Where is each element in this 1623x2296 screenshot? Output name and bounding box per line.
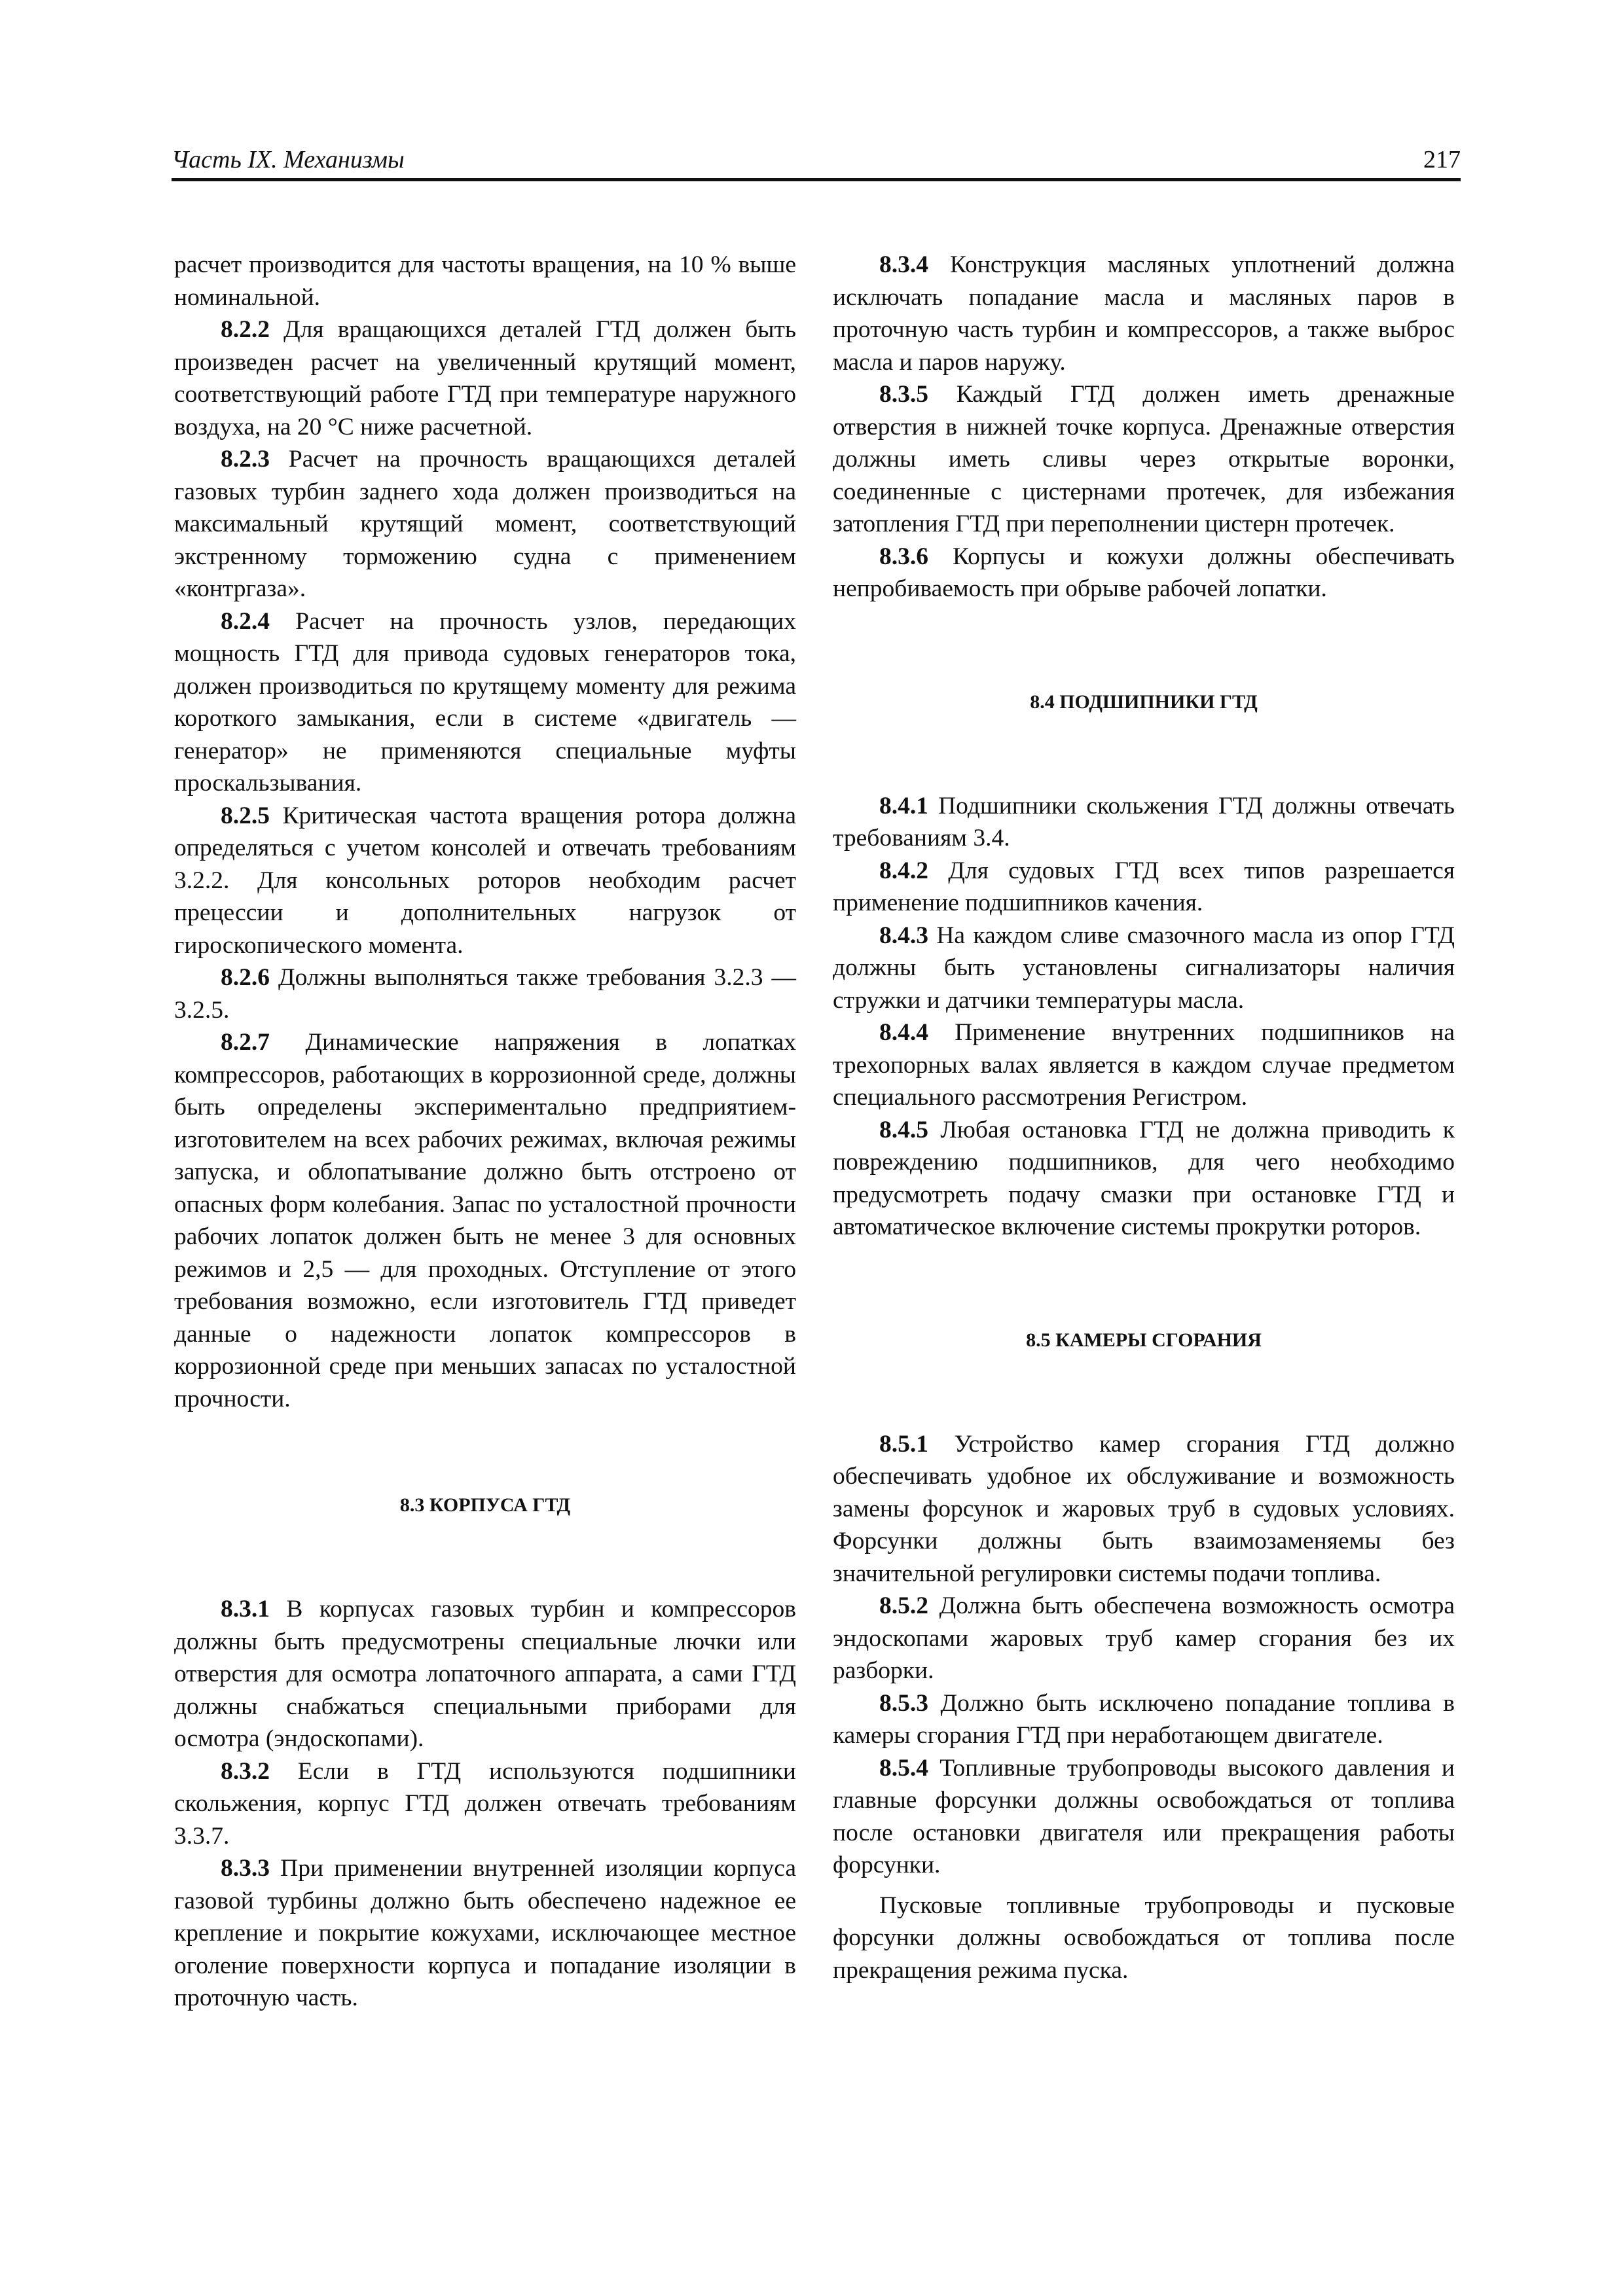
paragraph-8-2-2 [174,314,796,443]
clause-text: В корпусах газовых турбин и компрессоров должны быть предусмотрены специальные лючки или отверстия для осмотра лопаточного аппарата, а сами ГТД должны снабжаться специальными приборами для осмотра (эндоскопами). [174,1596,796,1752]
left-column [174,249,796,2015]
clause-number: 8.2.3 [221,446,270,473]
paragraph-continued: расчет производится для частоты вращения, на 10 % выше номинальной. [174,251,796,311]
clause-text: Для судовых ГТД всех типов разрешается применение подшипников качения. [833,857,1455,916]
clause-number: 8.2.6 [221,964,270,991]
paragraph-8-5-4 [833,1752,1455,1882]
clause-number: 8.2.7 [221,1029,270,1056]
clause-text: Должна быть обеспечена возможность осмотра эндоскопами жаровых труб камер сгорания без их разборки. [833,1592,1455,1684]
clause-number: 8.5.4 [879,1754,928,1782]
clause-number: 8.5.1 [879,1430,928,1458]
clause-text: Подшипники скольжения ГТД должны отвечать требованиям 3.4. [833,792,1455,852]
paragraph-8-5-2 [833,1590,1455,1687]
section-heading-8-3: 8.3 КОРПУСА ГТД [399,1494,571,1516]
clause-number: 8.3.1 [221,1596,270,1623]
header-rule [172,178,1461,181]
paragraph-8-5-3 [833,1687,1455,1752]
clause-text: Для вращающихся деталей ГТД должен быть произведен расчет на увеличенный крутящий момент, соответствующий работе ГТД при температуре наружного воздуха, на 20 °C ниже расчетной. [174,316,796,440]
clause-number: 8.4.5 [879,1116,928,1143]
paragraph-8-4-5 [833,1114,1455,1244]
clause-number: 8.4.4 [879,1019,928,1046]
clause-text: Динамические напряжения в лопатках компрессоров, работающих в коррозионной среде, должны быть определены экспериментально предприятием-изготовителем на всех рабочих режимах, включая режимы запуска, и облопатывание должно быть отстроено от опасных форм колебания. Запас по усталостной прочности рабочих лопаток должен быть не менее 3 для основных режимов и 2,5 — для проходных. Отступление от этого требования возможно, если изготовитель ГТД приведет данные о надежности лопаток компрессоров в коррозионной среде при меньших запасах по усталостной прочности. [174,1029,796,1412]
clause-number: 8.4.1 [879,792,928,819]
clause-number: 8.2.5 [221,802,270,829]
paragraph-8-4-1 [833,790,1455,855]
page-number: 217 [1423,146,1461,173]
clause-number: 8.3.6 [879,543,928,570]
paragraph-8-3-4 [833,249,1455,378]
running-header-title: Часть IX. Механизмы [172,146,405,173]
clause-text: Конструкция масляных уплотнений должна исключать попадание масла и масляных паров в проточную часть турбин и компрессоров, а также выброс масла и паров наружу. [833,251,1455,376]
section-heading-8-4: 8.4 ПОДШИПНИКИ ГТД [1030,691,1258,713]
paragraph-starting-fuel: Пусковые топливные трубопроводы и пусковые форсунки должны освобождаться от топлива после прекращения режима пуска. [833,1892,1455,1984]
section-heading-8-5: 8.5 КАМЕРЫ СГОРАНИЯ [1026,1329,1262,1351]
clause-text: Каждый ГТД должен иметь дренажные отверстия в нижней точке корпуса. Дренажные отверстия должны иметь сливы через открытые воронки, соединенные с цистернами протечек, для избежания затопления ГТД при переполнении цистерн протечек. [833,381,1455,537]
paragraph-8-2-4 [174,605,796,800]
clause-number: 8.2.2 [221,316,270,343]
paragraph-8-3-3 [174,1852,796,2015]
clause-text: Критическая частота вращения ротора должна определяться с учетом консолей и отвечать требованиям 3.2.2. Для консольных роторов необходим расчет прецессии и дополнительных нагрузок от гироскопического момента. [174,802,796,959]
paragraph-8-2-5 [174,800,796,962]
right-column [833,249,1455,1986]
clause-text: Применение внутренних подшипников на трехопорных валах является в каждом случае предметом специального рассмотрения Регистром. [833,1019,1455,1111]
clause-number: 8.4.3 [879,922,928,949]
paragraph-8-3-2 [174,1755,796,1853]
clause-text: Расчет на прочность узлов, передающих мощность ГТД для привода судовых генераторов тока, должен производиться по крутящему моменту для режима короткого замыкания, если в системе «двигатель — генератор» не применяются специальные муфты проскальзывания. [174,607,796,797]
paragraph-8-2-3 [174,443,796,605]
paragraph-8-2-6 [174,961,796,1026]
clause-number: 8.3.2 [221,1757,270,1785]
clause-text: Корпусы и кожухи должны обеспечивать непробиваемость при обрыве рабочей лопатки. [833,543,1455,602]
paragraph-8-4-2 [833,855,1455,920]
clause-text: Устройство камер сгорания ГТД должно обеспечивать удобное их обслуживание и возможность замены форсунок и жаровых труб в судовых условиях. Форсунки должны быть взаимозаменяемы без значительной регулировки системы подачи топлива. [833,1430,1455,1587]
clause-number: 8.3.5 [879,381,928,408]
clause-text: Любая остановка ГТД не должна приводить к повреждению подшипников, для чего необходимо предусмотреть подачу смазки при остановке ГТД и автоматическое включение системы прокрутки роторов. [833,1116,1455,1240]
clause-number: 8.5.2 [879,1592,928,1619]
clause-number: 8.2.4 [221,607,270,635]
clause-number: 8.3.3 [221,1855,270,1882]
paragraph-8-2-7 [174,1026,796,1415]
clause-number: 8.4.2 [879,857,928,884]
clause-text: При применении внутренней изоляции корпуса газовой турбины должно быть обеспечено надежное ее крепление и покрытие кожухами, исключающее местное оголение поверхности корпуса и попадание изоляции в проточную часть. [174,1855,796,2011]
clause-number: 8.3.4 [879,251,928,278]
clause-text: Топливные трубопроводы высокого давления и главные форсунки должны освобождаться от топлива после остановки двигателя или прекращения работы форсунки. [833,1754,1455,1878]
clause-text: Расчет на прочность вращающихся деталей газовых турбин заднего хода должен производиться на максимальный крутящий момент, соответствующий экстренному торможению судна с применением «контргаза». [174,446,796,602]
clause-text: На каждом сливе смазочного масла из опор ГТД должны быть установлены сигнализаторы наличия стружки и датчики температуры масла. [833,922,1455,1014]
paragraph-8-3-6 [833,541,1455,605]
paragraph-8-3-1 [174,1593,796,1755]
clause-text: Если в ГТД используются подшипники скольжения, корпус ГТД должен отвечать требованиям 3.3.7. [174,1757,796,1850]
paragraph-8-5-1 [833,1428,1455,1590]
paragraph-8-4-3 [833,920,1455,1017]
clause-text: Должны выполняться также требования 3.2.3 — 3.2.5. [174,964,796,1024]
paragraph-8-3-5 [833,378,1455,541]
clause-number: 8.5.3 [879,1689,928,1717]
clause-text: Должно быть исключено попадание топлива в камеры сгорания ГТД при неработающем двигателе. [833,1689,1455,1749]
paragraph-8-4-4 [833,1016,1455,1114]
